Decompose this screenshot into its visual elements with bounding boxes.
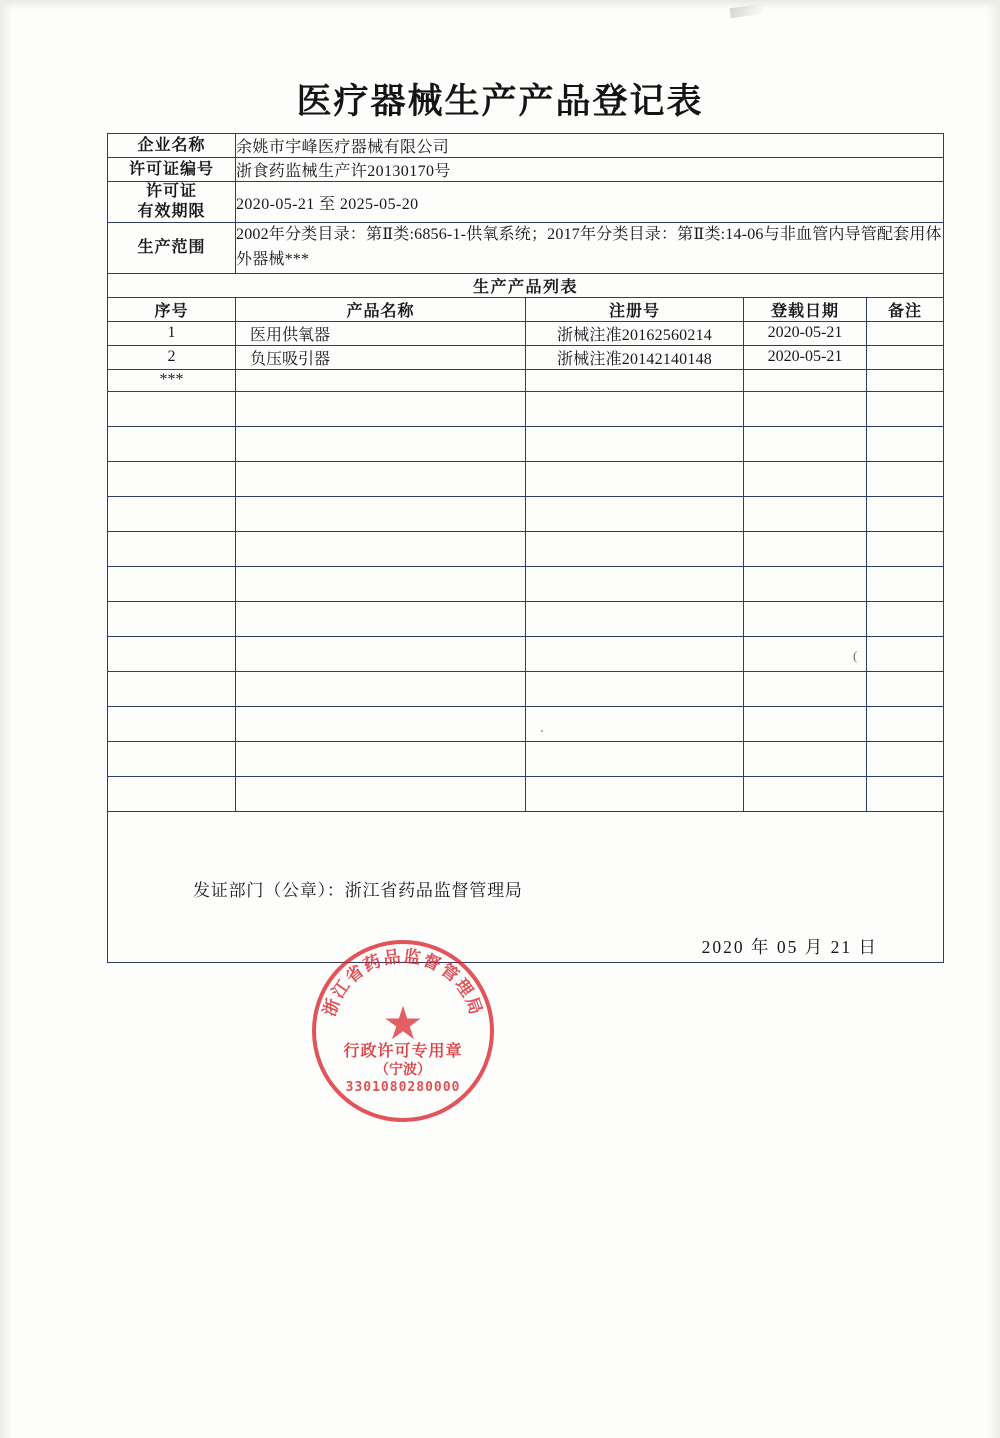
cell-date	[744, 741, 867, 776]
cell-date	[744, 706, 867, 741]
table-row	[108, 636, 944, 671]
table-row-section-title	[108, 273, 944, 297]
cell-no: 2	[108, 345, 236, 369]
table-row	[108, 345, 944, 369]
cell-remark	[867, 391, 944, 426]
cell-date: 2020-05-21	[744, 345, 867, 369]
cell-date	[744, 461, 867, 496]
cell-date	[744, 426, 867, 461]
table-row-license-no	[108, 158, 944, 182]
cell-name	[236, 706, 526, 741]
cell-remark	[867, 426, 944, 461]
cell-name	[236, 369, 526, 391]
cell-remark	[867, 636, 944, 671]
cell-no	[108, 636, 236, 671]
cell-reg-no	[526, 636, 744, 671]
table-row	[108, 391, 944, 426]
cell-reg-no	[526, 426, 744, 461]
cell-reg-no	[526, 391, 744, 426]
cell-reg-no: 浙械注准20162560214	[526, 321, 744, 345]
seal-line-2: （宁波）	[375, 1062, 431, 1078]
seal-star-icon: ★	[382, 997, 424, 1049]
scan-edge-right	[986, 0, 1000, 1438]
cell-reg-no	[526, 741, 744, 776]
seal-ring	[312, 940, 494, 1122]
cell-remark	[867, 671, 944, 706]
cell-no	[108, 776, 236, 811]
cell-remark	[867, 496, 944, 531]
issuer-text: 发证部门（公章）：浙江省药品监督管理局	[193, 880, 523, 900]
seal-line-1: 行政许可专用章	[343, 1041, 463, 1060]
cell-no	[108, 601, 236, 636]
cell-name	[236, 531, 526, 566]
cell-no: 1	[108, 321, 236, 345]
cell-remark	[867, 601, 944, 636]
cell-reg-no	[526, 566, 744, 601]
footer-cell	[108, 811, 944, 962]
cell-date	[744, 776, 867, 811]
cell-reg-no	[526, 671, 744, 706]
cell-remark	[867, 321, 944, 345]
cell-no	[108, 391, 236, 426]
cell-remark	[867, 531, 944, 566]
scope-label: 生产范围	[108, 223, 236, 274]
cell-date	[744, 566, 867, 601]
cell-reg-no	[526, 706, 744, 741]
official-seal	[312, 940, 494, 1122]
product-list-title: 生产产品列表	[108, 273, 944, 297]
cell-name	[236, 496, 526, 531]
cell-remark	[867, 741, 944, 776]
cell-remark	[867, 566, 944, 601]
column-header-reg-no: 注册号	[526, 297, 744, 321]
seal-code: 3301080280000	[345, 1080, 461, 1095]
cell-name	[236, 461, 526, 496]
cell-no	[108, 706, 236, 741]
cell-date	[744, 671, 867, 706]
cell-no	[108, 566, 236, 601]
cell-reg-no: 浙械注准20142140148	[526, 345, 744, 369]
cell-date	[744, 636, 867, 671]
validity-value: 2020-05-21 至 2025-05-20	[236, 182, 944, 223]
cell-reg-no	[526, 776, 744, 811]
table-row	[108, 531, 944, 566]
cell-no	[108, 461, 236, 496]
cell-no	[108, 426, 236, 461]
scope-value: 2002年分类目录：第Ⅱ类:6856-1-供氧系统；2017年分类目录：第Ⅱ类:14-06与非血管内导管配套用体外器械***	[236, 223, 944, 274]
cell-date	[744, 496, 867, 531]
table-row	[108, 369, 944, 391]
cell-remark	[867, 461, 944, 496]
table-row-validity	[108, 182, 944, 223]
cell-no: ***	[108, 369, 236, 391]
cell-no	[108, 741, 236, 776]
cell-reg-no	[526, 496, 744, 531]
column-header-remark: 备注	[867, 297, 944, 321]
page-title: 医疗器械生产产品登记表	[296, 82, 704, 122]
table-row	[108, 706, 944, 741]
issue-date: 2020 年 05 月 21 日	[701, 936, 879, 957]
license-no-value: 浙食药监械生产许20130170号	[236, 158, 944, 182]
cell-remark	[867, 706, 944, 741]
registration-table	[107, 133, 944, 963]
table-row-scope	[108, 223, 944, 274]
scan-edge-left	[0, 0, 12, 1438]
table-row-company	[108, 134, 944, 158]
cell-date	[744, 601, 867, 636]
cell-name: 医用供氧器	[236, 321, 526, 345]
stray-pen-mark: (	[853, 648, 858, 663]
column-header-name: 产品名称	[236, 297, 526, 321]
cell-name	[236, 566, 526, 601]
cell-date: 2020-05-21	[744, 321, 867, 345]
cell-no	[108, 496, 236, 531]
cell-name	[236, 671, 526, 706]
table-row	[108, 321, 944, 345]
company-label: 企业名称	[108, 134, 236, 158]
cell-no	[108, 531, 236, 566]
cell-reg-no	[526, 601, 744, 636]
cell-no	[108, 671, 236, 706]
cell-name	[236, 636, 526, 671]
table-row	[108, 671, 944, 706]
cell-reg-no	[526, 531, 744, 566]
cell-name: 负压吸引器	[236, 345, 526, 369]
cell-remark	[867, 369, 944, 391]
cell-name	[236, 601, 526, 636]
cell-reg-no	[526, 461, 744, 496]
column-header-date: 登载日期	[744, 297, 867, 321]
cell-reg-no	[526, 369, 744, 391]
stray-dot-mark	[541, 730, 543, 732]
table-row	[108, 741, 944, 776]
scan-edge-top	[0, 0, 1000, 10]
table-row	[108, 426, 944, 461]
validity-label-line2: 有效期限	[137, 203, 206, 220]
table-header-row	[108, 297, 944, 321]
cell-remark	[867, 776, 944, 811]
table-row	[108, 496, 944, 531]
cell-name	[236, 776, 526, 811]
seal-arc-text-svg	[312, 940, 494, 1122]
cell-name	[236, 426, 526, 461]
table-row	[108, 461, 944, 496]
column-header-no: 序号	[108, 297, 236, 321]
cell-date	[744, 531, 867, 566]
table-row	[108, 566, 944, 601]
license-no-label: 许可证编号	[108, 158, 236, 182]
validity-label-line1: 许可证	[145, 183, 197, 200]
table-row-footer	[108, 811, 944, 962]
validity-label	[108, 182, 236, 223]
cell-name	[236, 741, 526, 776]
cell-remark	[867, 345, 944, 369]
seal-arc-text: 浙江省药品监督管理局	[319, 946, 487, 1020]
table-row	[108, 601, 944, 636]
company-value: 余姚市宇峰医疗器械有限公司	[236, 134, 944, 158]
cell-date	[744, 369, 867, 391]
cell-name	[236, 391, 526, 426]
cell-date	[744, 391, 867, 426]
table-row	[108, 776, 944, 811]
